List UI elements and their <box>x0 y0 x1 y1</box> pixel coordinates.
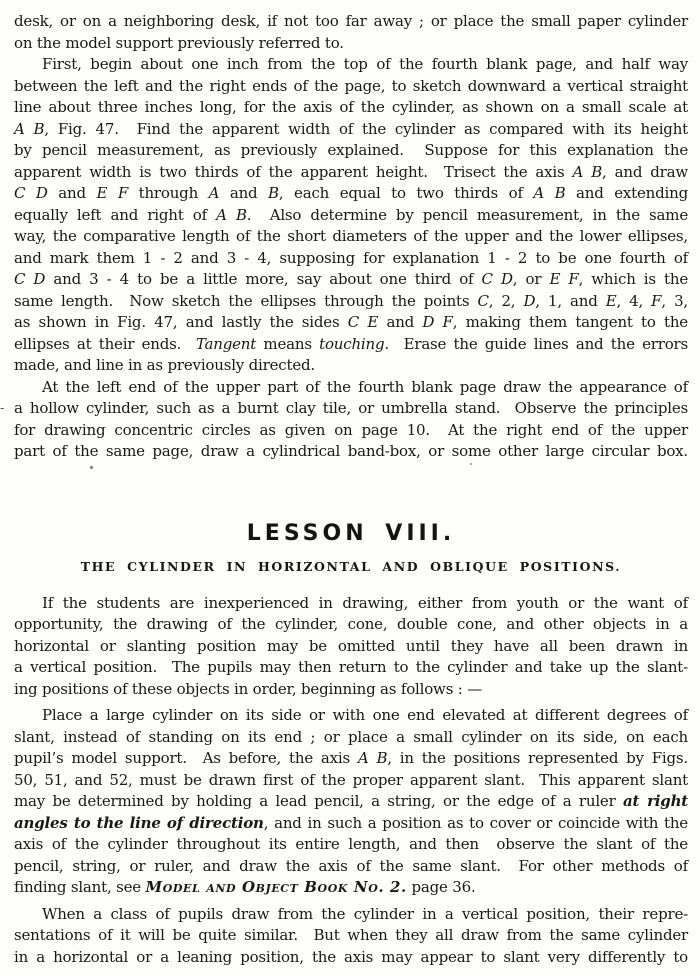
text-line <box>14 97 688 119</box>
text-segment: horizontal or slanting position may be omitted until they have all been drawn in <box>14 636 688 655</box>
text-segment: Place a large cylinder on its side or with one end elevated at different degrees of <box>42 706 688 724</box>
text-segment: page 36. <box>406 878 476 896</box>
text-segment: and extending <box>565 184 688 202</box>
text-line <box>14 226 688 248</box>
text-segment: and <box>219 184 269 202</box>
emphasis-segment: E F <box>96 184 129 202</box>
paragraph <box>14 54 688 377</box>
text-segment: ellipses at their ends. <box>14 334 196 353</box>
text-segment: and 3 - 4 to be a little more, say about one third of <box>45 270 482 288</box>
emphasis-segment: A B <box>14 119 45 138</box>
paragraph <box>14 593 688 701</box>
text-segment: , 4, <box>616 291 652 310</box>
text-line <box>14 205 688 227</box>
text-segment: At the left end of the upper part of the fourth blank page draw the appearance of <box>42 377 688 396</box>
emphasis-segment: D F <box>422 313 453 331</box>
text-line <box>14 183 688 205</box>
text-line <box>14 947 688 969</box>
text-segment: If the students are inexperienced in drawing, either from youth or the want of <box>42 593 688 612</box>
emphasis-segment: touching. <box>319 334 389 353</box>
text-segment: , 3, <box>661 291 688 310</box>
text-line <box>14 925 688 947</box>
text-segment: , which is the <box>578 270 689 288</box>
text-segment: line about three inches long, for the axis of the cylinder, as shown on a small scale at <box>14 98 688 116</box>
emphasis-segment: A B <box>357 749 388 767</box>
text-line <box>14 904 688 926</box>
text-segment: same length. Now sketch the ellipses through the points <box>14 291 478 310</box>
scan-artifact <box>90 466 93 469</box>
emphasis-segment: A B <box>533 184 566 202</box>
text-segment: 50, 51, and 52, must be drawn first of the proper apparent slant. This apparent slant <box>14 770 688 789</box>
emphasis-segment: A B <box>216 205 247 224</box>
text-segment: apparent width is two thirds of the apparent height. Trisect the axis <box>14 162 573 181</box>
text-segment: a hollow cylinder, such as a burnt clay tile, or umbrella stand. Observe the principles <box>14 399 688 417</box>
text-segment: , 1, and <box>535 291 606 310</box>
text-segment: a vertical position. The pupils may then return to the cylinder and take up the slant- <box>14 658 688 676</box>
text-line <box>14 140 688 162</box>
text-line <box>14 657 688 679</box>
scan-artifact: - <box>0 401 5 416</box>
text-line <box>14 770 688 792</box>
text-line <box>14 54 688 76</box>
text-segment: , 2, <box>488 291 524 310</box>
emphasis-segment: angles to the line of direction <box>14 813 264 832</box>
text-line <box>14 705 688 727</box>
text-segment: Erase the guide lines and the errors <box>388 334 688 353</box>
text-segment: First, begin about one inch from the top of the fourth blank page, and half way <box>42 55 688 73</box>
text-line <box>14 791 688 813</box>
emphasis-segment: C <box>477 291 489 310</box>
text-segment: part of the same page, draw a cylindrical band-box, or some other large circular box. <box>14 442 688 460</box>
text-line <box>14 291 688 313</box>
emphasis-segment: E F <box>549 270 579 288</box>
text-segment: by pencil measurement, as previously explained. Suppose for this explanation the <box>14 141 688 159</box>
text-segment: and <box>47 184 97 202</box>
text-segment: , or <box>512 270 550 288</box>
emphasis-segment: C E <box>347 313 379 331</box>
text-segment: way, the comparative length of the short diameters of the upper and the lower ellipses, <box>14 227 688 245</box>
emphasis-segment: F <box>651 291 662 310</box>
text-segment: may be determined by holding a lead pencil, a string, or the edge of a ruler <box>14 792 623 810</box>
text-segment: made, and line in as previously directed. <box>14 356 315 374</box>
text-line <box>14 119 688 141</box>
text-segment: When a class of pupils draw from the cylinder in a vertical position, their repre- <box>42 904 688 923</box>
text-line <box>14 11 688 33</box>
text-segment: finding slant, see <box>14 878 146 896</box>
text-segment: ing positions of these objects in order, beginning as follows : — <box>14 679 482 698</box>
text-line <box>14 76 688 98</box>
emphasis-segment: C D <box>14 184 48 202</box>
text-line <box>14 679 688 701</box>
emphasis-segment: at right <box>622 792 688 810</box>
text-segment: slant, instead of standing on its end ; or place a small cylinder on its side, on each <box>14 727 688 746</box>
text-line <box>14 377 688 399</box>
text-line <box>14 355 688 377</box>
emphasis-segment: C D <box>14 270 46 288</box>
text-line <box>14 593 688 615</box>
emphasis-segment: E <box>605 291 617 310</box>
text-line <box>14 727 688 749</box>
text-segment: , and draw <box>602 162 688 181</box>
text-segment: equally left and right of <box>14 205 217 224</box>
text-segment: , and in such a position as to cover or coincide with the <box>263 813 688 832</box>
text-line <box>14 813 688 835</box>
text-line <box>14 248 688 270</box>
text-line <box>14 398 688 420</box>
text-line <box>14 162 688 184</box>
text-segment: and mark them 1 - 2 and 3 - 4, supposing for explanation 1 - 2 to be one fourth of <box>14 248 688 267</box>
text-segment: in a horizontal or a leaning position, the axis may appear to slant very differently to <box>14 947 688 966</box>
lesson-body-section <box>14 593 688 969</box>
emphasis-segment: C D <box>481 270 513 288</box>
text-segment: desk, or on a neighboring desk, if not too far away ; or place the small paper cylinder <box>14 12 688 30</box>
emphasis-segment: A <box>208 184 220 202</box>
scan-artifact <box>470 463 472 465</box>
text-segment: sentations of it will be quite similar. But when they all draw from the same cylinder <box>14 926 688 944</box>
text-line <box>14 312 688 334</box>
lesson-heading: LESSON VIII. <box>246 520 456 546</box>
text-segment: on the model support previously referred to. <box>14 33 344 52</box>
text-line <box>14 834 688 856</box>
text-segment: for drawing concentric circles as given on page 10. At the right end of the upper <box>14 420 688 439</box>
paragraph <box>14 904 688 969</box>
text-line <box>14 420 688 442</box>
emphasis-segment: Model and Object Book No. 2. <box>145 878 407 896</box>
text-segment: , Fig. 47. Find the apparent width of the cylinder as compared with its height <box>44 119 688 138</box>
text-line <box>14 441 688 463</box>
text-segment: , making them tangent to the <box>452 313 688 331</box>
paragraph <box>14 11 688 54</box>
text-line <box>14 614 688 636</box>
text-segment: means <box>256 334 320 353</box>
text-segment: between the left and the right ends of the page, to sketch downward a vertical straight <box>14 76 688 95</box>
emphasis-segment: A B <box>572 162 603 181</box>
text-segment: , in the positions represented by Figs. <box>387 749 688 767</box>
text-line <box>14 748 688 770</box>
text-segment: . Also determine by pencil measurement, in the same <box>246 205 688 224</box>
text-segment: through <box>128 184 209 202</box>
text-segment: , each equal to two thirds of <box>278 184 534 202</box>
text-segment: opportunity, the drawing of the cylinder, cone, double cone, and other objects in a <box>14 615 688 633</box>
text-segment: pencil, string, or ruler, and draw the axis of the same slant. For other methods of <box>14 856 688 875</box>
emphasis-segment: Tangent <box>195 334 257 353</box>
emphasis-segment: B <box>268 184 279 202</box>
text-line <box>14 877 688 899</box>
paragraph <box>14 705 688 899</box>
text-segment: and <box>378 313 423 331</box>
text-line <box>14 33 688 55</box>
text-line <box>14 334 688 356</box>
text-line <box>14 636 688 658</box>
text-line <box>14 856 688 878</box>
text-segment: as shown in Fig. 47, and lastly the sides <box>14 313 348 331</box>
text-segment: pupil’s model support. As before, the axis <box>14 749 358 767</box>
paragraph <box>14 377 688 463</box>
lesson-subheading: THE CYLINDER IN HORIZONTAL AND OBLIQUE POSITIONS. <box>80 558 622 574</box>
text-line <box>14 269 688 291</box>
intro-section <box>14 11 688 463</box>
text-segment: axis of the cylinder throughout its entire length, and then observe the slant of the <box>14 835 688 853</box>
emphasis-segment: D <box>523 291 536 310</box>
